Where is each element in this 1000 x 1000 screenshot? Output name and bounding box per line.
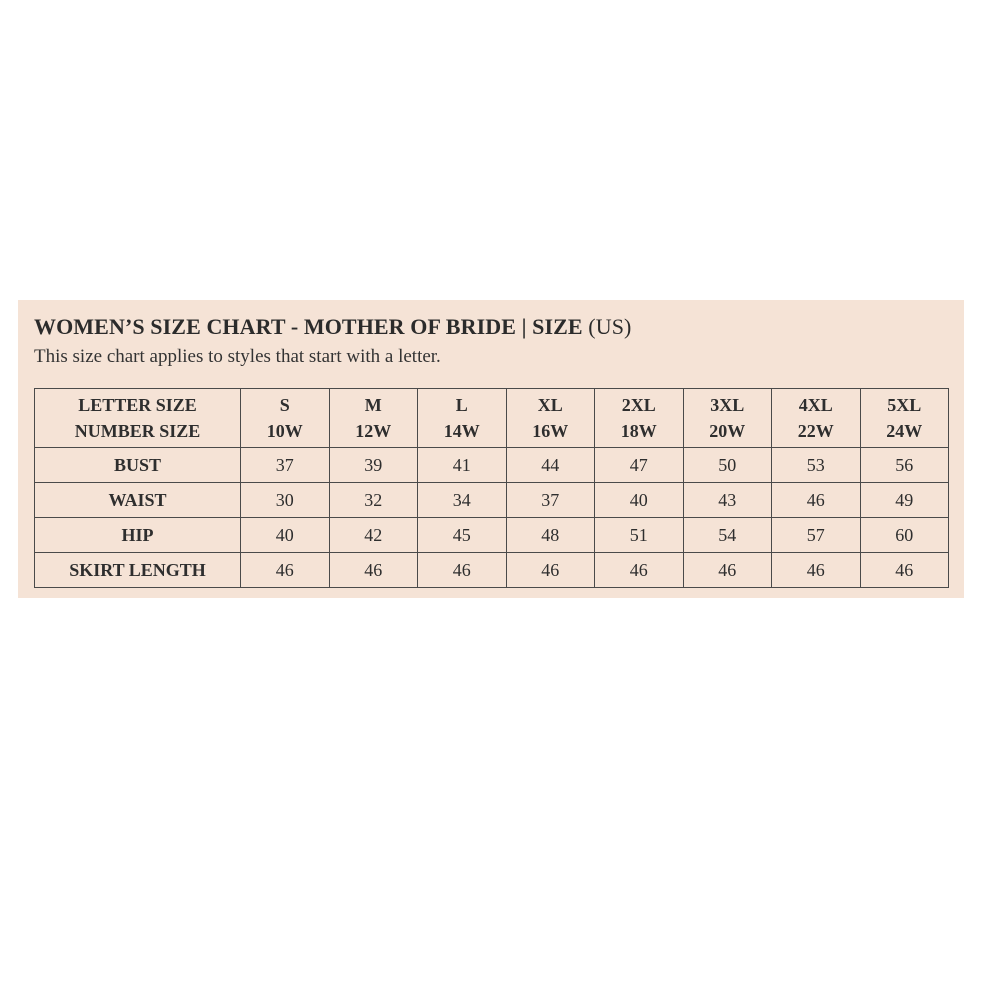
- header-size-column: [595, 389, 684, 448]
- table-row: [35, 518, 949, 553]
- number-size: 18W: [620, 421, 657, 441]
- number-size: 16W: [532, 421, 569, 441]
- number-size: 24W: [886, 421, 923, 441]
- size-table: [34, 388, 949, 588]
- table-cell: 46: [772, 483, 861, 518]
- table-cell: 44: [506, 448, 595, 483]
- table-cell: 45: [418, 518, 507, 553]
- table-cell: 46: [772, 553, 861, 588]
- letter-size: 2XL: [621, 395, 656, 415]
- header-row-label: [35, 389, 241, 448]
- table-cell: 57: [772, 518, 861, 553]
- row-label-skirt-length: SKIRT LENGTH: [35, 553, 241, 588]
- header-size-column: [683, 389, 772, 448]
- table-cell: 43: [683, 483, 772, 518]
- chart-title-main: WOMEN’S SIZE CHART - MOTHER OF BRIDE | SIZE: [34, 314, 583, 339]
- letter-size: M: [364, 395, 382, 415]
- table-header-row: [35, 389, 949, 448]
- header-size-column: [329, 389, 418, 448]
- row-label-bust: BUST: [35, 448, 241, 483]
- table-cell: 30: [241, 483, 330, 518]
- table-cell: 37: [506, 483, 595, 518]
- chart-title: [34, 314, 631, 340]
- header-size-column: [506, 389, 595, 448]
- number-size: 22W: [797, 421, 834, 441]
- letter-size: XL: [537, 395, 563, 415]
- number-size: 14W: [443, 421, 480, 441]
- number-size: 20W: [709, 421, 746, 441]
- table-cell: 41: [418, 448, 507, 483]
- table-cell: 40: [241, 518, 330, 553]
- table-cell: 53: [772, 448, 861, 483]
- table-cell: 54: [683, 518, 772, 553]
- letter-size: 4XL: [798, 395, 833, 415]
- table-cell: 56: [860, 448, 949, 483]
- number-size: 10W: [266, 421, 303, 441]
- table-row: [35, 483, 949, 518]
- table-cell: 46: [418, 553, 507, 588]
- header-size-column: [418, 389, 507, 448]
- table-cell: 40: [595, 483, 684, 518]
- letter-size: L: [455, 395, 468, 415]
- header-size-column: [860, 389, 949, 448]
- table-cell: 32: [329, 483, 418, 518]
- table-cell: 46: [860, 553, 949, 588]
- row-label-hip: HIP: [35, 518, 241, 553]
- number-size: 12W: [355, 421, 392, 441]
- table-cell: 46: [683, 553, 772, 588]
- table-cell: 46: [595, 553, 684, 588]
- row-label-waist: WAIST: [35, 483, 241, 518]
- table-cell: 46: [241, 553, 330, 588]
- table-cell: 49: [860, 483, 949, 518]
- header-size-column: [772, 389, 861, 448]
- table-cell: 46: [506, 553, 595, 588]
- table-cell: 39: [329, 448, 418, 483]
- table-cell: 50: [683, 448, 772, 483]
- table-cell: 60: [860, 518, 949, 553]
- table-cell: 34: [418, 483, 507, 518]
- header-size-column: [241, 389, 330, 448]
- header-number-size-label: NUMBER SIZE: [74, 421, 201, 441]
- table-cell: 42: [329, 518, 418, 553]
- table-cell: 51: [595, 518, 684, 553]
- table-row: [35, 553, 949, 588]
- table-cell: 37: [241, 448, 330, 483]
- letter-size: 5XL: [887, 395, 922, 415]
- size-chart-panel: [18, 300, 964, 598]
- table-cell: 47: [595, 448, 684, 483]
- table-row: [35, 448, 949, 483]
- chart-title-unit: (US): [588, 314, 632, 339]
- table-cell: 46: [329, 553, 418, 588]
- chart-subtitle: This size chart applies to styles that start with a letter.: [34, 346, 441, 367]
- letter-size: 3XL: [710, 395, 745, 415]
- table-cell: 48: [506, 518, 595, 553]
- header-letter-size-label: LETTER SIZE: [78, 395, 197, 415]
- letter-size: S: [279, 395, 290, 415]
